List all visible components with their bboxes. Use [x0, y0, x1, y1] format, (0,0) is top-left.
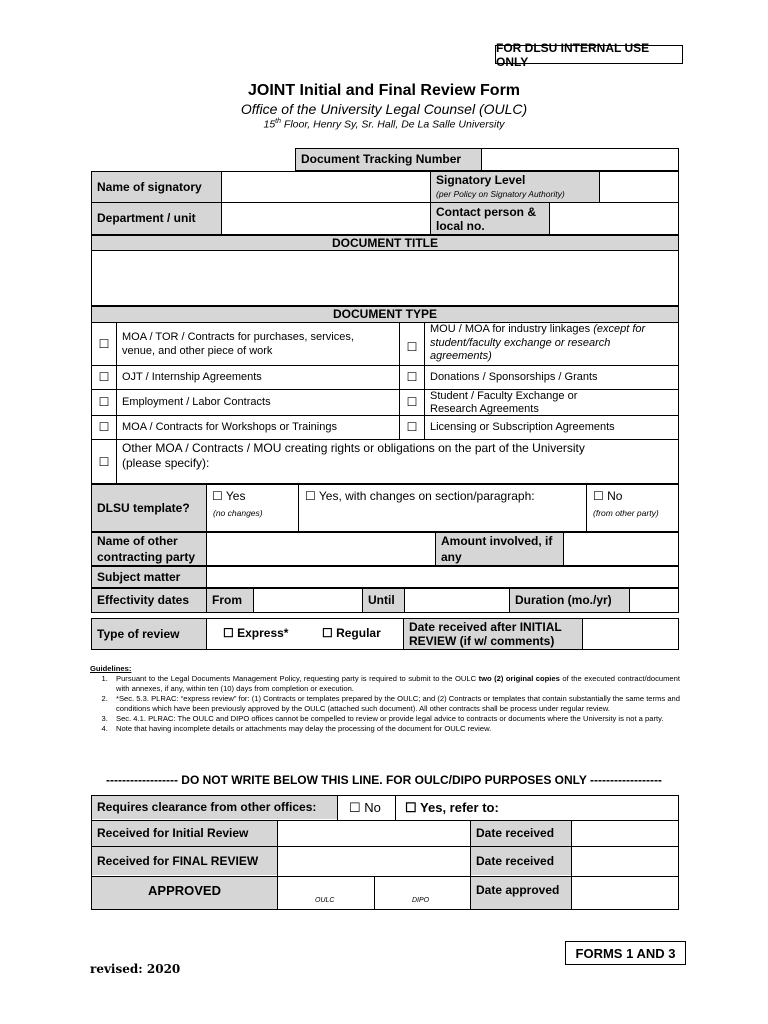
other-party-label: Name of other contracting party — [92, 533, 206, 565]
checkbox-workshops[interactable]: ☐ — [98, 420, 110, 434]
department-field[interactable] — [222, 203, 430, 234]
contact-person-field[interactable] — [550, 203, 678, 234]
received-final-field[interactable] — [278, 847, 470, 875]
clearance-label: Requires clearance from other offices: — [92, 796, 337, 819]
checkbox-mou-moa[interactable]: ☐ — [406, 339, 418, 354]
document-title-field[interactable] — [92, 251, 678, 305]
checkbox-moa-tor[interactable]: ☐ — [98, 336, 110, 351]
guideline-1: 1. Pursuant to the Legal Documents Management Policy, requesting party is required to submit to the OULC two (2) original copies of the executed contract/document with annexes, if any, within ten (10) days from completion or execution. — [110, 674, 680, 694]
form-title: JOINT Initial and Final Review Form — [247, 82, 521, 99]
signatory-name-label: Name of signatory — [92, 172, 221, 202]
until-field[interactable] — [405, 589, 509, 612]
approved-label: APPROVED — [92, 877, 277, 909]
department-label: Department / unit — [92, 203, 221, 234]
revised-note: revised: 2020 — [90, 962, 181, 976]
guideline-3: 3. Sec. 4.1. PLRAC: The OULC and DIPO offices cannot be compelled to review or provide legal advice to contracts or documents where the University is not a party. — [110, 714, 680, 724]
amount-field[interactable] — [564, 533, 678, 565]
clearance-yes-option[interactable]: ☐ Yes, refer to: — [405, 800, 499, 815]
signatory-name-field[interactable] — [222, 172, 430, 202]
doc-type-mou-moa: MOU / MOA for industry linkages (except for student/faculty exchange or research agreements) — [430, 323, 646, 362]
date-approved-field[interactable] — [572, 877, 678, 909]
signatory-level-field[interactable] — [600, 172, 678, 202]
doc-type-licensing: Licensing or Subscription Agreements — [430, 421, 615, 433]
document-title-header: DOCUMENT TITLE — [92, 236, 678, 250]
doc-type-workshops: MOA / Contracts for Workshops or Trainings — [122, 421, 337, 433]
from-field[interactable] — [254, 589, 362, 612]
received-initial-label: Received for Initial Review — [92, 821, 277, 846]
checkbox-donations[interactable]: ☐ — [406, 370, 418, 384]
oulc-signature-label: OULC — [315, 897, 335, 904]
template-no-option[interactable]: ☐ No — [593, 489, 623, 503]
amount-label: Amount involved, if any — [436, 533, 563, 565]
until-label: Until — [363, 589, 404, 612]
review-type-label: Type of review — [92, 619, 206, 649]
duration-label: Duration (mo./yr) — [510, 589, 629, 612]
template-yes-note: (no changes) — [213, 508, 263, 518]
date-approved-label: Date approved — [471, 877, 571, 909]
signatory-level-label: Signatory Level (per Policy on Signatory Authority) — [431, 172, 599, 202]
other-party-field[interactable] — [207, 533, 435, 565]
dipo-signature-field[interactable] — [375, 877, 470, 897]
doc-type-moa-tor: MOA / TOR / Contracts for purchases, services, venue, and other piece of work — [122, 331, 354, 357]
template-no-note: (from other party) — [593, 508, 659, 518]
template-yes-changes-option[interactable]: ☐ Yes, with changes on section/paragraph: — [305, 489, 535, 503]
date-received-initial-field[interactable] — [583, 619, 678, 649]
from-label: From — [207, 589, 253, 612]
regular-option[interactable]: ☐ Regular — [322, 625, 381, 640]
checkbox-other[interactable]: ☐ — [98, 454, 110, 469]
guideline-2: 2. *Sec. 5.3. PLRAC: “express review” for: (1) Contracts or templates prepared by the OULC; and (2) Contracts or templates that contain substantially the same terms and conditions which have been previously approved by the OULC (attached such document). All other contracts shall be process under regular review. — [110, 694, 680, 714]
contact-person-label: Contact person & local no. — [431, 203, 549, 234]
document-type-header: DOCUMENT TYPE — [92, 307, 678, 322]
subject-matter-label: Subject matter — [92, 567, 206, 587]
received-initial-field[interactable] — [278, 821, 470, 846]
date-received-initial-office-field[interactable] — [572, 821, 678, 846]
template-label: DLSU template? — [92, 485, 206, 531]
date-received-final-label: Date received — [471, 847, 571, 875]
doc-type-other: Other MOA / Contracts / MOU creating rights or obligations on the part of the University (please specify): — [122, 441, 585, 470]
oulc-signature-field[interactable] — [278, 877, 374, 897]
checkbox-employment[interactable]: ☐ — [98, 395, 110, 409]
checkbox-ojt[interactable]: ☐ — [98, 370, 110, 384]
doc-type-exchange: Student / Faculty Exchange or Research Agreements — [430, 389, 578, 415]
clearance-no-option[interactable]: ☐ No — [349, 800, 381, 815]
office-use-divider: ------------------ DO NOT WRITE BELOW THIS LINE. FOR OULC/DIPO PURPOSES ONLY ------------------ — [106, 773, 662, 787]
received-final-label: Received for FINAL REVIEW — [92, 847, 277, 875]
duration-field[interactable] — [630, 589, 678, 612]
forms-tag: FORMS 1 AND 3 — [565, 941, 686, 965]
date-received-initial-label: Date received after INITIAL REVIEW (if w/ comments) — [404, 619, 582, 649]
office-address: 15th Floor, Henry Sy, Sr. Hall, De La Salle University — [263, 118, 505, 131]
dipo-signature-label: DIPO — [412, 897, 430, 904]
checkbox-exchange[interactable]: ☐ — [406, 395, 418, 409]
date-received-initial-office-label: Date received — [471, 821, 571, 846]
tracking-number-label: Document Tracking Number — [296, 149, 481, 170]
doc-type-donations: Donations / Sponsorships / Grants — [430, 371, 598, 383]
guidelines: Guidelines: 1. Pursuant to the Legal Documents Management Policy, requesting party is required to submit to the OULC two (2) original copies of the executed contract/document with annexes, if any, within ten (10) days from completion or execution. 2. *Sec. 5.3. PLRAC: “express review” for: (1) Contracts or templates prepared by the OULC; and (2) Contracts or templates that contain substantially the same terms and conditions which have been previously approved by the OULC (attached such document). All other contracts shall be process under regular review. 3. Sec. 4.1. PLRAC: The OULC and DIPO offices cannot be compelled to review or provide legal advice to contracts or documents where the University is not a party. 4. Note that having incomplete details or attachments may delay the processing of the document for OULC review. — [90, 664, 680, 734]
tracking-number-field[interactable] — [482, 149, 678, 170]
template-yes-option[interactable]: ☐ Yes — [212, 489, 246, 503]
office-name: Office of the University Legal Counsel (OULC) — [240, 101, 528, 117]
subject-matter-field[interactable] — [207, 567, 678, 587]
guideline-4: 4. Note that having incomplete details or attachments may delay the processing of the document for OULC review. — [110, 724, 680, 734]
effectivity-label: Effectivity dates — [92, 589, 206, 612]
date-received-final-field[interactable] — [572, 847, 678, 875]
doc-type-employment: Employment / Labor Contracts — [122, 396, 271, 408]
checkbox-licensing[interactable]: ☐ — [406, 420, 418, 434]
express-option[interactable]: ☐ Express* — [223, 625, 289, 640]
doc-type-ojt: OJT / Internship Agreements — [122, 371, 262, 383]
internal-use-tag: FOR DLSU INTERNAL USE ONLY — [495, 45, 683, 64]
